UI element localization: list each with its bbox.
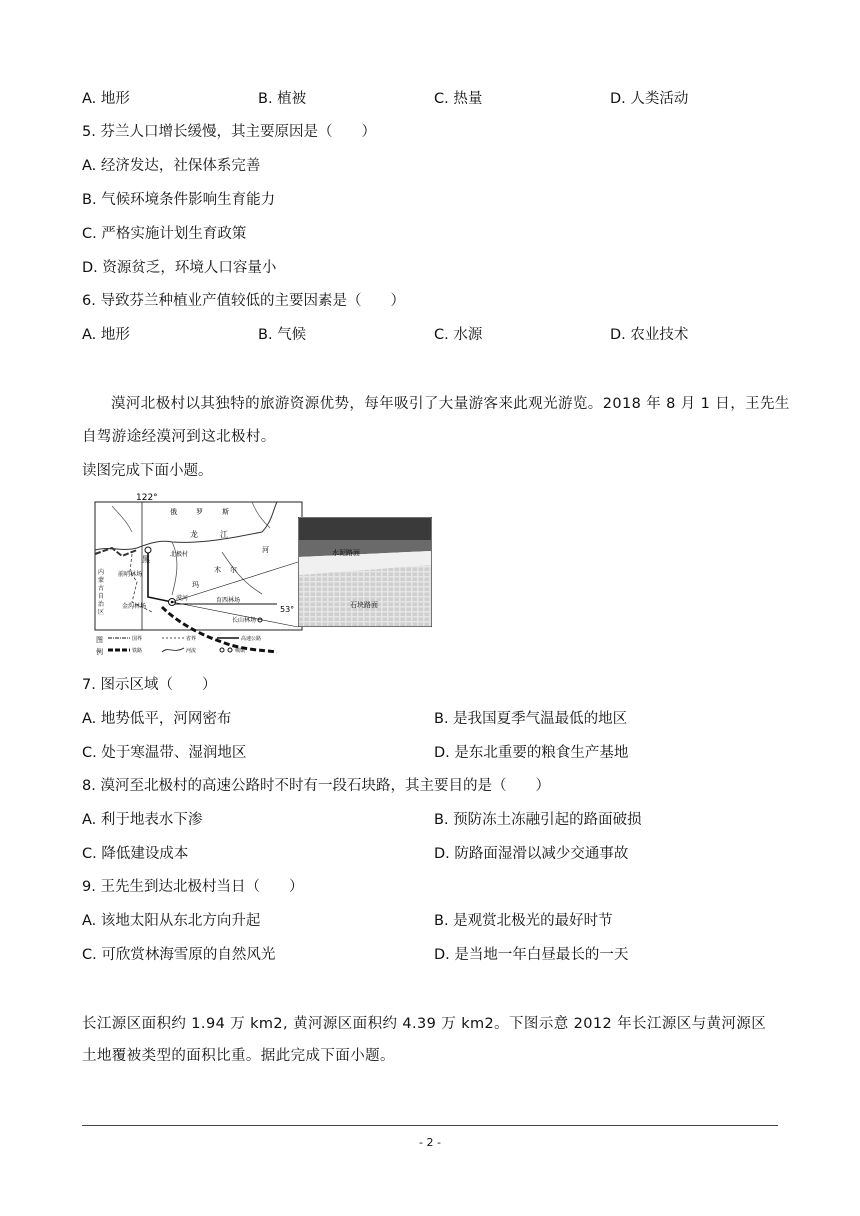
legend-guojie: 国界 xyxy=(132,636,143,642)
map-label-si: 斯 xyxy=(222,508,229,516)
footer-rule xyxy=(82,1125,778,1126)
q9-stem: 9. 王先生到达北极村当日（ ） xyxy=(82,879,304,895)
q4-option-a: A. 地形 xyxy=(82,91,130,107)
q8-option-d: D. 防路面湿滑以减少交通事故 xyxy=(434,846,629,862)
photo-label-stone: 石块路面 xyxy=(350,601,378,609)
legend-chengzhen: 城镇 xyxy=(235,648,246,654)
map-label-er: 尔 xyxy=(230,566,237,574)
map-label-mu: 木 xyxy=(214,566,221,574)
map-label-e: 俄 xyxy=(170,508,177,516)
q5-option-b: B. 气候环境条件影响生育能力 xyxy=(82,192,276,208)
q9-option-d: D. 是当地一年白昼最长的一天 xyxy=(434,947,629,963)
q5-option-a: A. 经济发达，社保体系完善 xyxy=(82,158,261,174)
map-longitude-label: 122° xyxy=(136,493,158,503)
map-label-nei2: 蒙 xyxy=(98,577,105,584)
q5-stem: 5. 芬兰人口增长缓慢，其主要原因是（ ） xyxy=(82,124,376,140)
q4-option-d: D. 人类活动 xyxy=(610,91,689,107)
map-label-qianshao: 前哨林场 xyxy=(118,571,143,578)
q8-option-c: C. 降低建设成本 xyxy=(82,846,189,862)
q6-option-a: A. 地形 xyxy=(82,327,130,343)
legend-gaosu: 高速公路 xyxy=(241,636,262,642)
q4-option-c: C. 热量 xyxy=(434,91,483,107)
q8-stem: 8. 漠河至北极村的高速公路时不时有一段石块路，其主要目的是（ ） xyxy=(82,778,550,794)
q7-option-d: D. 是东北重要的粮食生产基地 xyxy=(434,745,629,761)
q5-option-d: D. 资源贫乏，环境人口容量小 xyxy=(82,260,277,276)
page-number: - 2 - xyxy=(419,1136,441,1149)
q7-option-c: C. 处于寒温带、湿润地区 xyxy=(82,745,247,761)
q9-option-c: C. 可欣赏林海雪原的自然风光 xyxy=(82,947,276,963)
q7-option-a: A. 地势低平，河网密布 xyxy=(82,711,232,727)
map-label-nei1: 内 xyxy=(98,569,105,576)
passage1-line2: 自驾游途经漠河到这北极村。 xyxy=(82,429,276,445)
map-label-jiang: 江 xyxy=(220,530,228,539)
road-photo xyxy=(298,517,432,627)
legend-title-1: 图 xyxy=(96,636,103,644)
map-latitude-label: 53° xyxy=(280,605,295,614)
legend-tielu: 铁路 xyxy=(132,648,143,654)
q4-option-b: B. 植被 xyxy=(258,91,307,107)
map-label-nei3: 古 xyxy=(98,585,105,592)
q9-option-b: B. 是观赏北极光的最好时节 xyxy=(434,913,613,929)
passage1-line1: 漠河北极村以其独特的旅游资源优势，每年吸引了大量游客来此观光游览。2018 年 8 月 1 日，王先生 xyxy=(111,396,790,412)
map-label-beiji: 北极村 xyxy=(170,551,189,558)
photo-label-cement: 水泥路面 xyxy=(332,549,360,557)
q8-option-a: A. 利于地表水下渗 xyxy=(82,812,203,828)
q6-option-c: C. 水源 xyxy=(434,327,483,343)
map-label-nei5: 治 xyxy=(98,601,105,608)
map-label-nei4: 自 xyxy=(98,593,105,600)
map-label-long: 龙 xyxy=(190,530,198,539)
map-label-xilinji: 育西林场 xyxy=(216,597,241,604)
map-label-mohe: 漠河 xyxy=(176,595,189,602)
map-label-changshan: 长山林场 xyxy=(232,617,257,624)
q9-option-a: A. 该地太阳从东北方向升起 xyxy=(82,913,261,929)
map-label-luo: 罗 xyxy=(196,508,203,516)
map-label-ma: 玛 xyxy=(192,581,199,589)
legend-shengjie: 省界 xyxy=(186,636,197,642)
q6-option-b: B. 气候 xyxy=(258,327,307,343)
q7-stem: 7. 图示区域（ ） xyxy=(82,677,217,693)
map-label-he: 河 xyxy=(262,546,269,554)
passage2-text: 长江源区面积约 1.94 万 km2, 黄河源区面积约 4.39 万 km2。下图示意 2012 年长江源区与黄河源区土地覆被类型的面积比重。据此完成下面小题。 xyxy=(82,1016,767,1064)
map-label-nei6: 区 xyxy=(98,609,105,616)
q8-option-b: B. 预防冻土冻融引起的路面破损 xyxy=(434,812,642,828)
legend-title-2: 例 xyxy=(96,648,103,656)
legend-heliu: 河流 xyxy=(186,648,197,654)
q7-option-b: B. 是我国夏季气温最低的地区 xyxy=(434,711,628,727)
q6-stem: 6. 导致芬兰种植业产值较低的主要因素是（ ） xyxy=(82,293,405,309)
mohe-map xyxy=(92,492,306,664)
q6-option-d: D. 农业技术 xyxy=(610,327,689,343)
map-label-jingou: 金沟林场 xyxy=(122,603,147,610)
map-label-hei: 黑 xyxy=(142,555,150,564)
passage1-instruction: 读图完成下面小题。 xyxy=(82,463,213,479)
q5-option-c: C. 严格实施计划生育政策 xyxy=(82,226,247,242)
